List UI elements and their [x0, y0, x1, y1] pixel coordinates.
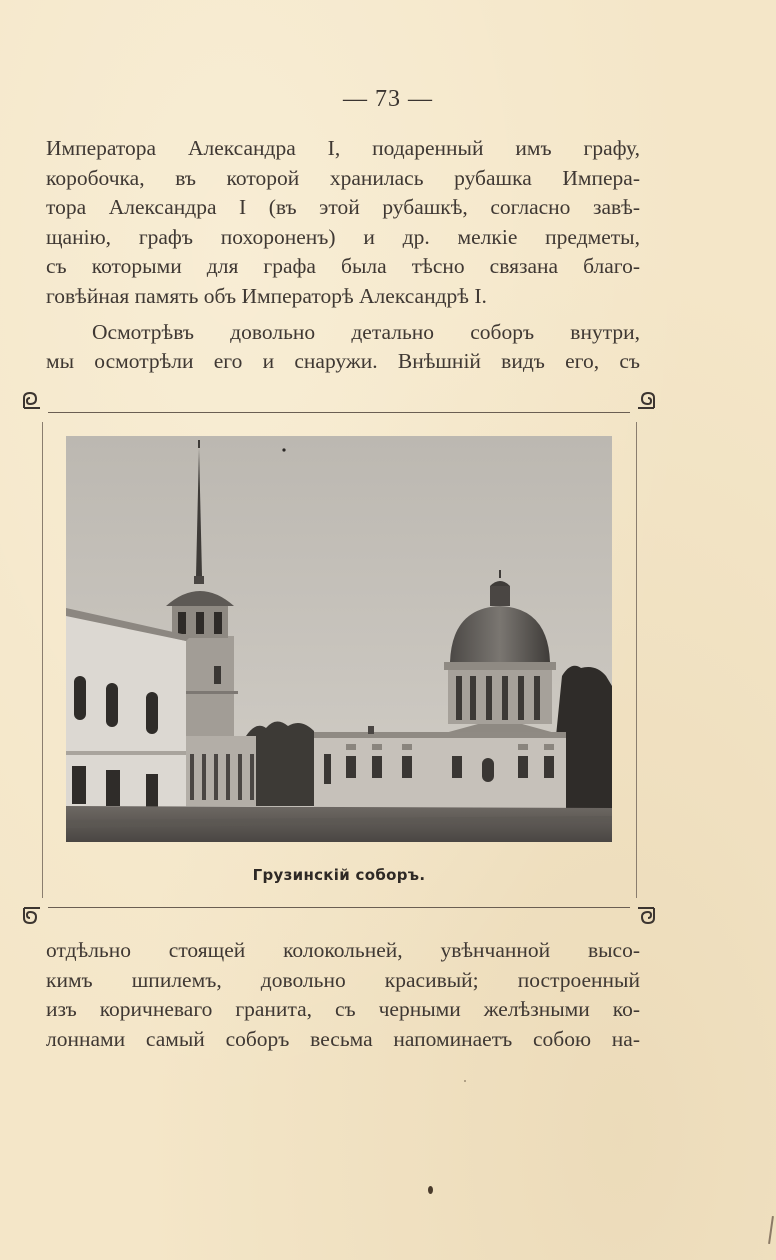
frame-top-rule	[48, 412, 630, 413]
corner-ornament-icon	[20, 904, 42, 926]
ink-speck	[428, 1186, 433, 1194]
text-line: щанію, графъ похороненъ) и др. мелкіе предметы,	[46, 224, 640, 249]
corner-ornament-icon	[636, 904, 658, 926]
text-line: Императора Александра I, подаренный имъ графу,	[46, 136, 640, 160]
bottom-text-block	[46, 936, 640, 1054]
corner-ornament-icon	[20, 390, 42, 412]
ink-speck	[464, 1080, 466, 1082]
figure-caption: Грузинскій соборъ.	[252, 866, 426, 884]
cathedral-photo	[66, 436, 612, 842]
page-edge-mark	[768, 1216, 774, 1244]
text-line: отдѣльно стоящей колокольней, увѣнчанной высо-	[46, 938, 640, 962]
text-line: тора Александра I (въ этой рубашкѣ, согласно завѣ-	[46, 195, 640, 220]
text-line: съ которыми для графа была тѣсно связана благо-	[46, 254, 640, 279]
text-line: лоннами самый соборъ весьма напоминаетъ собою на-	[46, 1026, 640, 1051]
text-line: Осмотрѣвъ довольно детально соборъ внутри,	[92, 319, 640, 344]
top-text-block	[46, 134, 640, 377]
text-line: изъ коричневаго гранита, съ черными желѣзными ко-	[46, 997, 640, 1022]
frame-left-rule	[42, 422, 43, 898]
frame-bottom-rule	[48, 907, 630, 908]
text-line: коробочка, въ которой хранилась рубашка Импера-	[46, 165, 640, 190]
page-number: — 73 —	[343, 86, 433, 112]
text-line: кимъ шпилемъ, довольно красивый; построенный	[46, 967, 640, 992]
corner-ornament-icon	[636, 390, 658, 412]
text-line: мы осмотрѣли его и снаружи. Внѣшній видъ его, съ	[46, 349, 640, 374]
frame-right-rule	[636, 422, 637, 898]
text-line: говѣйная память объ Императорѣ Александрѣ I.	[46, 283, 487, 308]
